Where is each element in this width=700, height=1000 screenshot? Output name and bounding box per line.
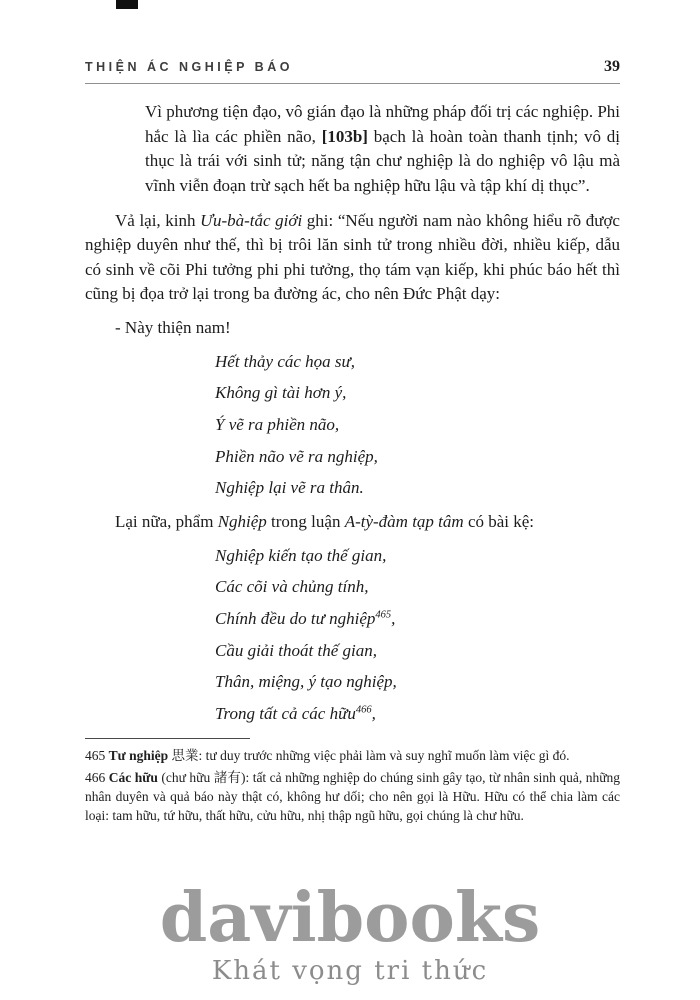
footnote-number: 466 (85, 769, 106, 785)
page-number: 39 (604, 58, 620, 75)
verse-line: Nghiệp lại vẽ ra thân. (215, 478, 364, 498)
verse-line: Các cõi và chủng tính, (215, 577, 369, 597)
book-title-run: A-tỳ-đàm tạp tâm (344, 511, 464, 531)
watermark (0, 878, 700, 986)
chapter-title-run: Nghiệp (217, 511, 267, 531)
paragraph-quote (145, 100, 620, 199)
running-title: THIỆN ÁC NGHIỆP BÁO (85, 60, 293, 74)
verse-line (215, 702, 620, 727)
verse-line: Nghiệp kiến tạo thế gian, (215, 545, 387, 565)
text-run: , (391, 608, 396, 628)
footnotes-section (85, 738, 620, 825)
text-run: (chư hữu 諸有): tất cả những nghiệp do chúng sinh gây tạo, từ nhân sinh quả, những nhân duyên và quả báo này thật có, không hư dối; cho nên gọi là Hữu. Hữu có thể chia làm các loại: tam hữu, tứ hữu, thất hữu, cửu hữu, nhị thập ngũ hữu, gọi chúng là chư hữu. (85, 769, 621, 823)
text-run: Vả lại, kinh (115, 210, 201, 230)
verse-line: Hết thảy các họa sư, (215, 351, 356, 371)
footnote-ref-465: 465 (375, 609, 392, 621)
verse-2 (215, 544, 620, 727)
scan-artifact (116, 0, 138, 9)
footnote-rule (85, 738, 250, 739)
watermark-logo-text: davibooks (159, 878, 541, 958)
verse-line: Không gì tài hơn ý, (215, 383, 347, 403)
verse-line: Cầu giải thoát thế gian, (215, 640, 377, 660)
text-run: trong luận (266, 511, 345, 531)
footnote-term: Tư nghiệp (108, 748, 169, 764)
verse-line: Thân, miệng, ý tạo nghiệp, (215, 672, 397, 692)
verse-line: Ý vẽ ra phiền não, (215, 415, 340, 435)
text-run: Trong tất cả các hữu (215, 703, 356, 723)
verse-1 (215, 350, 620, 501)
text-run: có bài kệ: (463, 511, 535, 531)
header-rule (85, 83, 620, 84)
text-run: Chính đều do tư nghiệp (215, 608, 376, 628)
text-run: Lại nữa, phẩm (115, 511, 218, 531)
text-run: Vì phương tiện đạo, vô gián đạo là những pháp đối trị các nghiệp. Phi hắc là lìa các phiền não, (145, 102, 620, 146)
verse-line (215, 607, 620, 632)
footnote-465 (85, 746, 620, 765)
text-run: , (371, 703, 376, 723)
text-run: ghi: “Nếu người nam nào không hiểu rõ được nghiệp duyên như thế, thì bị trôi lăn sinh tử trong nhiều đời, nhiều kiếp, dẫu có sinh về cõi Phi tưởng phi phi tưởng, thọ tám vạn kiếp, khi phúc báo hết thì cũng bị đọa trở lại trong ba đường ác, cho nên Đức Phật dạy: (85, 210, 620, 304)
paragraph (85, 209, 620, 308)
page-header (85, 58, 620, 76)
footnote-term: Các hữu (108, 769, 158, 785)
footnote-ref-466: 466 (355, 704, 372, 716)
footnote-466 (85, 768, 620, 825)
folio-marker: [103b] (321, 126, 368, 146)
page-body (85, 100, 620, 726)
verse-line: Phiền não vẽ ra nghiệp, (215, 446, 378, 466)
text-run: 思業: tư duy trước những việc phải làm và suy nghĩ muốn làm việc gì đó. (168, 748, 570, 764)
footnote-number: 465 (85, 748, 106, 764)
paragraph (85, 510, 620, 535)
watermark-slogan: Khát vọng tri thức (211, 956, 489, 986)
text-run: bạch là hoàn toàn thanh tịnh; vô dị thục là trái với sinh tử; năng tận chư nghiệp là do nghiệp vô lậu mà vĩnh viễn đoạn trừ sạch hết ba nghiệp hữu lậu và tập khí dị thục”. (145, 126, 620, 195)
paragraph: - Này thiện nam! (115, 318, 231, 338)
book-title-run: Ưu-bà-tắc giới (200, 210, 303, 230)
